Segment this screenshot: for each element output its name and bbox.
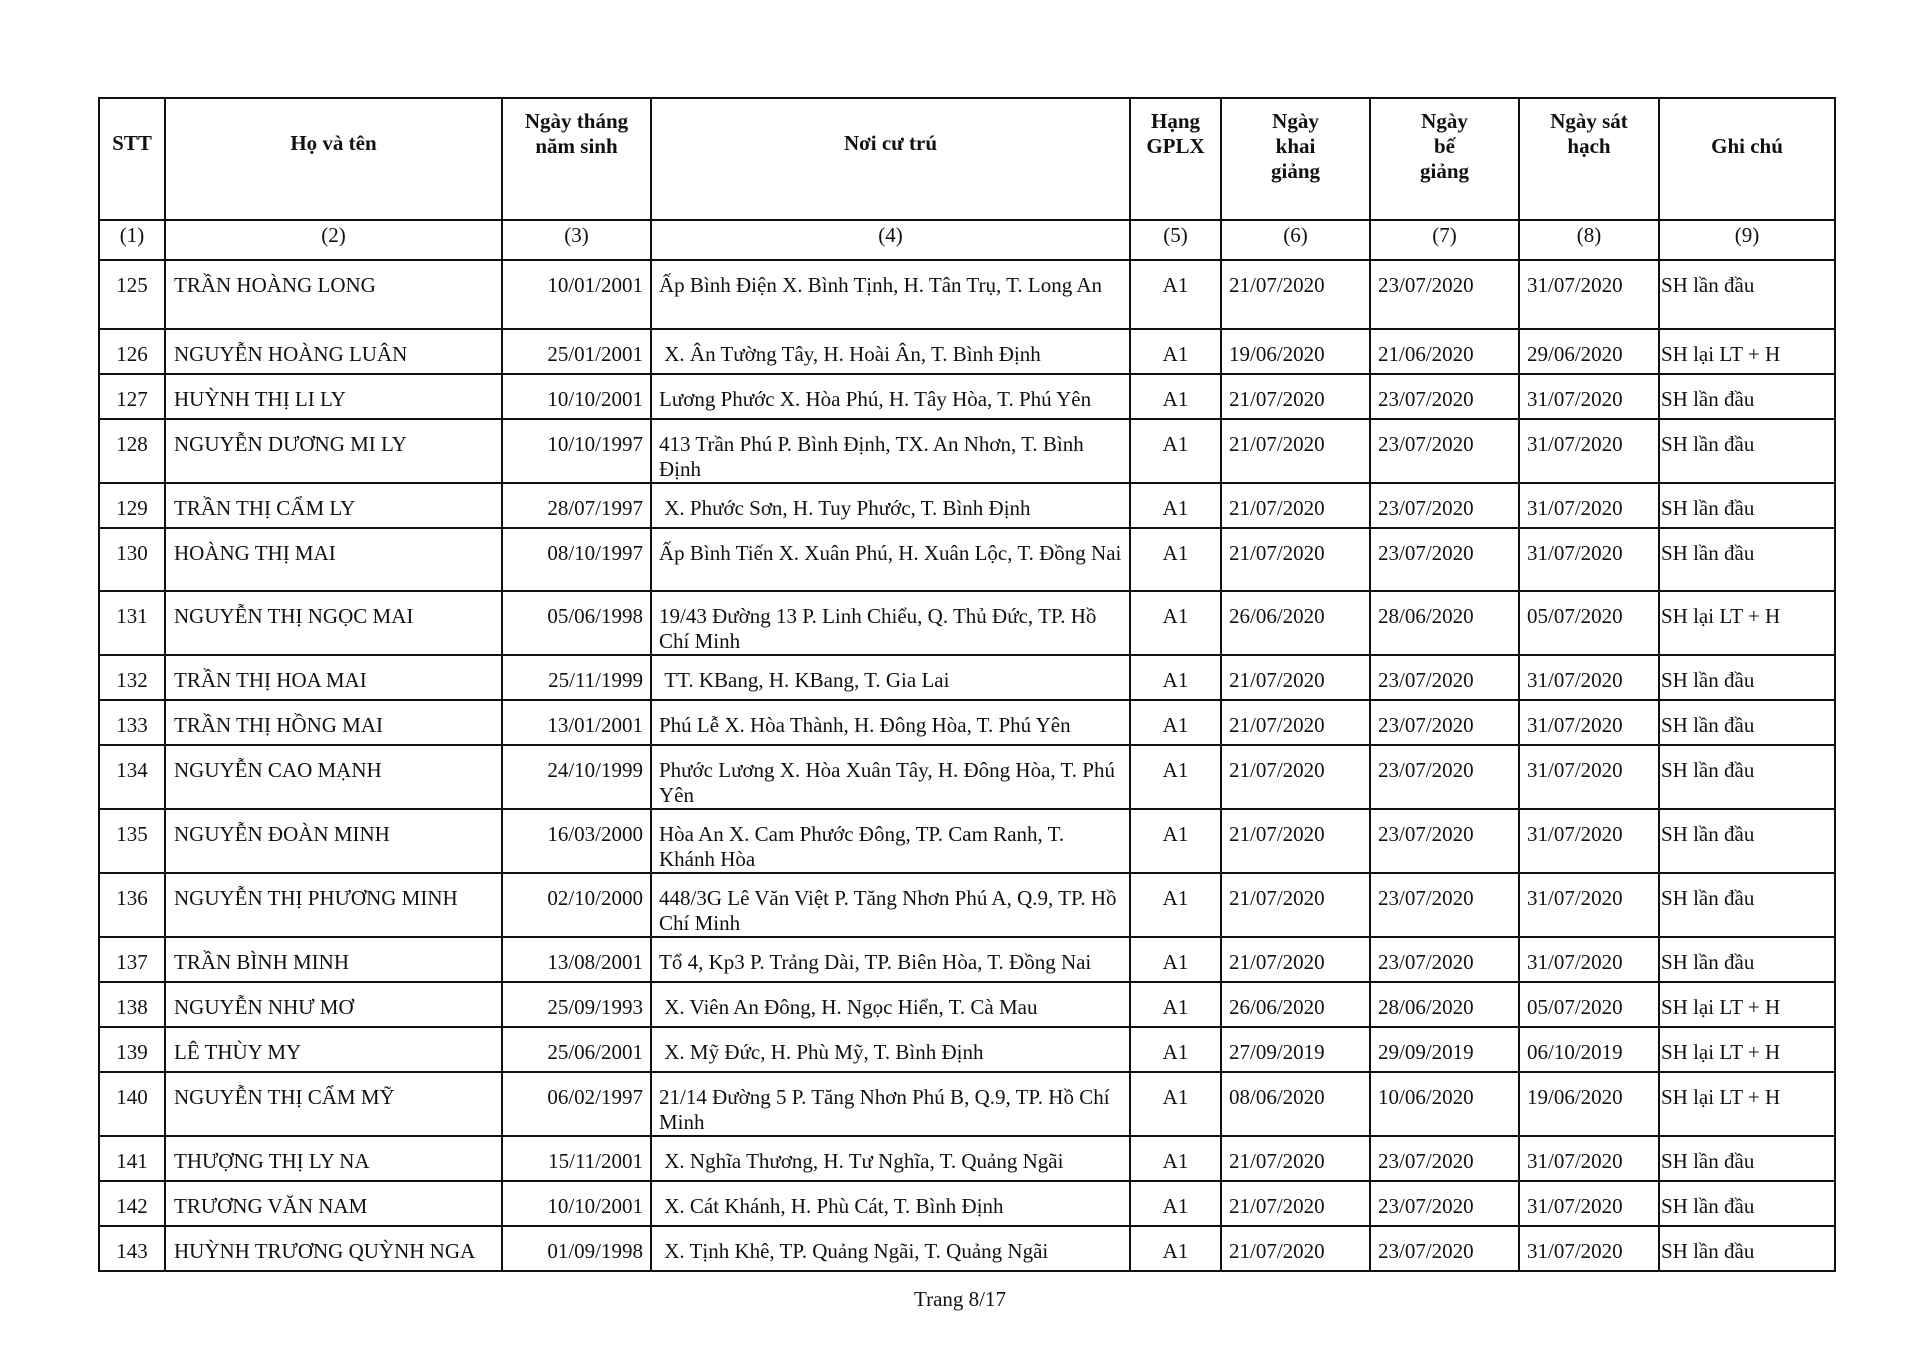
row-stt: 143 <box>99 1226 165 1271</box>
row-note: SH lần đầu <box>1659 937 1835 982</box>
table-row <box>99 260 1835 329</box>
course-start-date: 21/07/2020 <box>1221 809 1370 873</box>
birth-date: 25/11/1999 <box>502 655 651 700</box>
row-note: SH lần đầu <box>1659 1181 1835 1226</box>
license-class: A1 <box>1130 1072 1221 1136</box>
table-body <box>99 260 1835 1271</box>
course-start-date: 21/07/2020 <box>1221 700 1370 745</box>
table-row <box>99 1181 1835 1226</box>
course-end-date: 23/07/2020 <box>1370 655 1519 700</box>
exam-date: 31/07/2020 <box>1519 873 1659 937</box>
residence-address: X. Mỹ Đức, H. Phù Mỹ, T. Bình Định <box>651 1027 1130 1072</box>
row-note: SH lại LT + H <box>1659 591 1835 655</box>
column-number: (5) <box>1130 220 1221 260</box>
course-end-date: 28/06/2020 <box>1370 591 1519 655</box>
course-end-date: 23/07/2020 <box>1370 809 1519 873</box>
course-start-date: 21/07/2020 <box>1221 1226 1370 1271</box>
birth-date: 25/09/1993 <box>502 982 651 1027</box>
course-end-date: 23/07/2020 <box>1370 937 1519 982</box>
license-class: A1 <box>1130 655 1221 700</box>
student-name: HUỲNH THỊ LI LY <box>165 374 502 419</box>
course-end-date: 23/07/2020 <box>1370 528 1519 591</box>
row-note: SH lần đầu <box>1659 873 1835 937</box>
birth-date: 28/07/1997 <box>502 483 651 528</box>
row-stt: 128 <box>99 419 165 483</box>
course-start-date: 21/07/2020 <box>1221 374 1370 419</box>
row-note: SH lần đầu <box>1659 528 1835 591</box>
column-number: (3) <box>502 220 651 260</box>
license-class: A1 <box>1130 700 1221 745</box>
course-start-date: 21/07/2020 <box>1221 483 1370 528</box>
row-stt: 132 <box>99 655 165 700</box>
student-name: TRẦN THỊ HỒNG MAI <box>165 700 502 745</box>
column-number: (6) <box>1221 220 1370 260</box>
course-start-date: 21/07/2020 <box>1221 528 1370 591</box>
student-name: HUỲNH TRƯƠNG QUỲNH NGA <box>165 1226 502 1271</box>
table-row <box>99 700 1835 745</box>
student-name: TRẦN BÌNH MINH <box>165 937 502 982</box>
table-row <box>99 873 1835 937</box>
birth-date: 10/10/2001 <box>502 374 651 419</box>
birth-date: 10/10/1997 <box>502 419 651 483</box>
table-row <box>99 1027 1835 1072</box>
student-name: NGUYỄN ĐOÀN MINH <box>165 809 502 873</box>
residence-address: X. Viên An Đông, H. Ngọc Hiển, T. Cà Mau <box>651 982 1130 1027</box>
residence-address: X. Tịnh Khê, TP. Quảng Ngãi, T. Quảng Ngãi <box>651 1226 1130 1271</box>
course-start-date: 21/07/2020 <box>1221 745 1370 809</box>
course-start-date: 21/07/2020 <box>1221 873 1370 937</box>
birth-date: 10/01/2001 <box>502 260 651 329</box>
birth-date: 13/01/2001 <box>502 700 651 745</box>
course-end-date: 23/07/2020 <box>1370 1181 1519 1226</box>
table-row <box>99 809 1835 873</box>
course-start-date: 19/06/2020 <box>1221 329 1370 374</box>
row-note: SH lần đầu <box>1659 483 1835 528</box>
course-start-date: 26/06/2020 <box>1221 591 1370 655</box>
course-end-date: 23/07/2020 <box>1370 1136 1519 1181</box>
header-exam-date: Ngày sát hạch <box>1519 98 1659 220</box>
license-class: A1 <box>1130 528 1221 591</box>
student-name: NGUYỄN NHƯ MƠ <box>165 982 502 1027</box>
table-row <box>99 483 1835 528</box>
row-stt: 138 <box>99 982 165 1027</box>
column-number: (7) <box>1370 220 1519 260</box>
license-class: A1 <box>1130 260 1221 329</box>
row-note: SH lần đầu <box>1659 419 1835 483</box>
residence-address: Lương Phước X. Hòa Phú, H. Tây Hòa, T. Phú Yên <box>651 374 1130 419</box>
table-row <box>99 1136 1835 1181</box>
row-stt: 140 <box>99 1072 165 1136</box>
column-number: (8) <box>1519 220 1659 260</box>
course-end-date: 23/07/2020 <box>1370 483 1519 528</box>
student-name: TRƯƠNG VĂN NAM <box>165 1181 502 1226</box>
row-stt: 133 <box>99 700 165 745</box>
residence-address: X. Nghĩa Thương, H. Tư Nghĩa, T. Quảng Ngãi <box>651 1136 1130 1181</box>
exam-date: 06/10/2019 <box>1519 1027 1659 1072</box>
license-class: A1 <box>1130 1136 1221 1181</box>
course-end-date: 23/07/2020 <box>1370 419 1519 483</box>
exam-date: 19/06/2020 <box>1519 1072 1659 1136</box>
row-stt: 141 <box>99 1136 165 1181</box>
exam-date: 29/06/2020 <box>1519 329 1659 374</box>
course-start-date: 21/07/2020 <box>1221 260 1370 329</box>
license-class: A1 <box>1130 1226 1221 1271</box>
license-class: A1 <box>1130 937 1221 982</box>
birth-date: 15/11/2001 <box>502 1136 651 1181</box>
license-class: A1 <box>1130 374 1221 419</box>
column-number-row <box>99 220 1835 260</box>
row-stt: 134 <box>99 745 165 809</box>
course-start-date: 21/07/2020 <box>1221 1181 1370 1226</box>
driver-license-exam-table <box>98 97 1836 1272</box>
residence-address: Phú Lễ X. Hòa Thành, H. Đông Hòa, T. Phú Yên <box>651 700 1130 745</box>
row-note: SH lại LT + H <box>1659 329 1835 374</box>
license-class: A1 <box>1130 745 1221 809</box>
exam-date: 31/07/2020 <box>1519 483 1659 528</box>
birth-date: 25/01/2001 <box>502 329 651 374</box>
birth-date: 16/03/2000 <box>502 809 651 873</box>
student-name: NGUYỄN THỊ PHƯƠNG MINH <box>165 873 502 937</box>
student-name: NGUYỄN DƯƠNG MI LY <box>165 419 502 483</box>
birth-date: 10/10/2001 <box>502 1181 651 1226</box>
header-row <box>99 98 1835 220</box>
student-name: TRẦN HOÀNG LONG <box>165 260 502 329</box>
exam-date: 31/07/2020 <box>1519 419 1659 483</box>
birth-date: 01/09/1998 <box>502 1226 651 1271</box>
student-name: TRẦN THỊ HOA MAI <box>165 655 502 700</box>
row-note: SH lần đầu <box>1659 374 1835 419</box>
course-end-date: 23/07/2020 <box>1370 700 1519 745</box>
header-start-date: Ngày khai giảng <box>1221 98 1370 220</box>
header-address: Nơi cư trú <box>651 98 1130 220</box>
exam-date: 31/07/2020 <box>1519 937 1659 982</box>
birth-date: 05/06/1998 <box>502 591 651 655</box>
residence-address: Ấp Bình Tiến X. Xuân Phú, H. Xuân Lộc, T. Đồng Nai <box>651 528 1130 591</box>
course-start-date: 08/06/2020 <box>1221 1072 1370 1136</box>
header-dob: Ngày tháng năm sinh <box>502 98 651 220</box>
residence-address: 413 Trần Phú P. Bình Định, TX. An Nhơn, T. Bình Định <box>651 419 1130 483</box>
column-number: (4) <box>651 220 1130 260</box>
row-stt: 142 <box>99 1181 165 1226</box>
license-class: A1 <box>1130 1027 1221 1072</box>
exam-date: 31/07/2020 <box>1519 655 1659 700</box>
license-class: A1 <box>1130 873 1221 937</box>
column-number: (9) <box>1659 220 1835 260</box>
course-end-date: 23/07/2020 <box>1370 374 1519 419</box>
residence-address: X. Cát Khánh, H. Phù Cát, T. Bình Định <box>651 1181 1130 1226</box>
header-note: Ghi chú <box>1659 98 1835 220</box>
residence-address: TT. KBang, H. KBang, T. Gia Lai <box>651 655 1130 700</box>
header-rank: Hạng GPLX <box>1130 98 1221 220</box>
residence-address: Tổ 4, Kp3 P. Trảng Dài, TP. Biên Hòa, T. Đồng Nai <box>651 937 1130 982</box>
row-stt: 126 <box>99 329 165 374</box>
exam-date: 31/07/2020 <box>1519 745 1659 809</box>
birth-date: 06/02/1997 <box>502 1072 651 1136</box>
course-end-date: 10/06/2020 <box>1370 1072 1519 1136</box>
course-start-date: 21/07/2020 <box>1221 1136 1370 1181</box>
student-name: NGUYỄN CAO MẠNH <box>165 745 502 809</box>
row-stt: 129 <box>99 483 165 528</box>
exam-date: 31/07/2020 <box>1519 1226 1659 1271</box>
course-start-date: 26/06/2020 <box>1221 982 1370 1027</box>
course-end-date: 23/07/2020 <box>1370 873 1519 937</box>
exam-date: 31/07/2020 <box>1519 1181 1659 1226</box>
table-row <box>99 528 1835 591</box>
residence-address: Hòa An X. Cam Phước Đông, TP. Cam Ranh, T. Khánh Hòa <box>651 809 1130 873</box>
exam-date: 05/07/2020 <box>1519 982 1659 1027</box>
row-note: SH lần đầu <box>1659 655 1835 700</box>
student-name: HOÀNG THỊ MAI <box>165 528 502 591</box>
student-name: LÊ THÙY MY <box>165 1027 502 1072</box>
table-row <box>99 591 1835 655</box>
exam-date: 31/07/2020 <box>1519 528 1659 591</box>
course-start-date: 21/07/2020 <box>1221 655 1370 700</box>
row-note: SH lần đầu <box>1659 809 1835 873</box>
row-note: SH lần đầu <box>1659 1226 1835 1271</box>
row-note: SH lại LT + H <box>1659 1072 1835 1136</box>
student-name: NGUYỄN THỊ NGỌC MAI <box>165 591 502 655</box>
column-number: (2) <box>165 220 502 260</box>
residence-address: 448/3G Lê Văn Việt P. Tăng Nhơn Phú A, Q.9, TP. Hồ Chí Minh <box>651 873 1130 937</box>
table-row <box>99 419 1835 483</box>
course-start-date: 27/09/2019 <box>1221 1027 1370 1072</box>
residence-address: Ấp Bình Điện X. Bình Tịnh, H. Tân Trụ, T. Long An <box>651 260 1130 329</box>
header-name: Họ và tên <box>165 98 502 220</box>
license-class: A1 <box>1130 982 1221 1027</box>
course-end-date: 23/07/2020 <box>1370 745 1519 809</box>
column-number: (1) <box>99 220 165 260</box>
table-row <box>99 374 1835 419</box>
header-end-date: Ngày bế giảng <box>1370 98 1519 220</box>
student-name: THƯỢNG THỊ LY NA <box>165 1136 502 1181</box>
exam-date: 31/07/2020 <box>1519 700 1659 745</box>
residence-address: 21/14 Đường 5 P. Tăng Nhơn Phú B, Q.9, TP. Hồ Chí Minh <box>651 1072 1130 1136</box>
license-class: A1 <box>1130 419 1221 483</box>
exam-date: 31/07/2020 <box>1519 374 1659 419</box>
table-row <box>99 937 1835 982</box>
license-class: A1 <box>1130 483 1221 528</box>
exam-date: 05/07/2020 <box>1519 591 1659 655</box>
row-stt: 131 <box>99 591 165 655</box>
exam-date: 31/07/2020 <box>1519 809 1659 873</box>
student-name: NGUYỄN THỊ CẨM MỸ <box>165 1072 502 1136</box>
license-class: A1 <box>1130 329 1221 374</box>
row-note: SH lần đầu <box>1659 1136 1835 1181</box>
student-name: NGUYỄN HOÀNG LUÂN <box>165 329 502 374</box>
residence-address: Phước Lương X. Hòa Xuân Tây, H. Đông Hòa, T. Phú Yên <box>651 745 1130 809</box>
course-start-date: 21/07/2020 <box>1221 937 1370 982</box>
row-note: SH lần đầu <box>1659 745 1835 809</box>
course-end-date: 21/06/2020 <box>1370 329 1519 374</box>
license-class: A1 <box>1130 1181 1221 1226</box>
course-end-date: 29/09/2019 <box>1370 1027 1519 1072</box>
row-note: SH lần đầu <box>1659 700 1835 745</box>
birth-date: 13/08/2001 <box>502 937 651 982</box>
table-row <box>99 329 1835 374</box>
birth-date: 08/10/1997 <box>502 528 651 591</box>
page-number: Trang 8/17 <box>914 1287 1006 1311</box>
row-note: SH lần đầu <box>1659 260 1835 329</box>
table-row <box>99 1072 1835 1136</box>
license-class: A1 <box>1130 809 1221 873</box>
birth-date: 25/06/2001 <box>502 1027 651 1072</box>
row-stt: 136 <box>99 873 165 937</box>
table-row <box>99 745 1835 809</box>
birth-date: 24/10/1999 <box>502 745 651 809</box>
course-end-date: 23/07/2020 <box>1370 1226 1519 1271</box>
exam-date: 31/07/2020 <box>1519 260 1659 329</box>
course-end-date: 23/07/2020 <box>1370 260 1519 329</box>
table-row <box>99 655 1835 700</box>
row-note: SH lại LT + H <box>1659 982 1835 1027</box>
course-start-date: 21/07/2020 <box>1221 419 1370 483</box>
residence-address: X. Phước Sơn, H. Tuy Phước, T. Bình Định <box>651 483 1130 528</box>
row-stt: 137 <box>99 937 165 982</box>
birth-date: 02/10/2000 <box>502 873 651 937</box>
row-stt: 125 <box>99 260 165 329</box>
header-stt: STT <box>99 98 165 220</box>
exam-date: 31/07/2020 <box>1519 1136 1659 1181</box>
residence-address: X. Ân Tường Tây, H. Hoài Ân, T. Bình Định <box>651 329 1130 374</box>
row-note: SH lại LT + H <box>1659 1027 1835 1072</box>
row-stt: 135 <box>99 809 165 873</box>
table-row <box>99 982 1835 1027</box>
student-name: TRẦN THỊ CẨM LY <box>165 483 502 528</box>
table-row <box>99 1226 1835 1271</box>
row-stt: 139 <box>99 1027 165 1072</box>
row-stt: 127 <box>99 374 165 419</box>
row-stt: 130 <box>99 528 165 591</box>
license-class: A1 <box>1130 591 1221 655</box>
course-end-date: 28/06/2020 <box>1370 982 1519 1027</box>
residence-address: 19/43 Đường 13 P. Linh Chiểu, Q. Thủ Đức, TP. Hồ Chí Minh <box>651 591 1130 655</box>
